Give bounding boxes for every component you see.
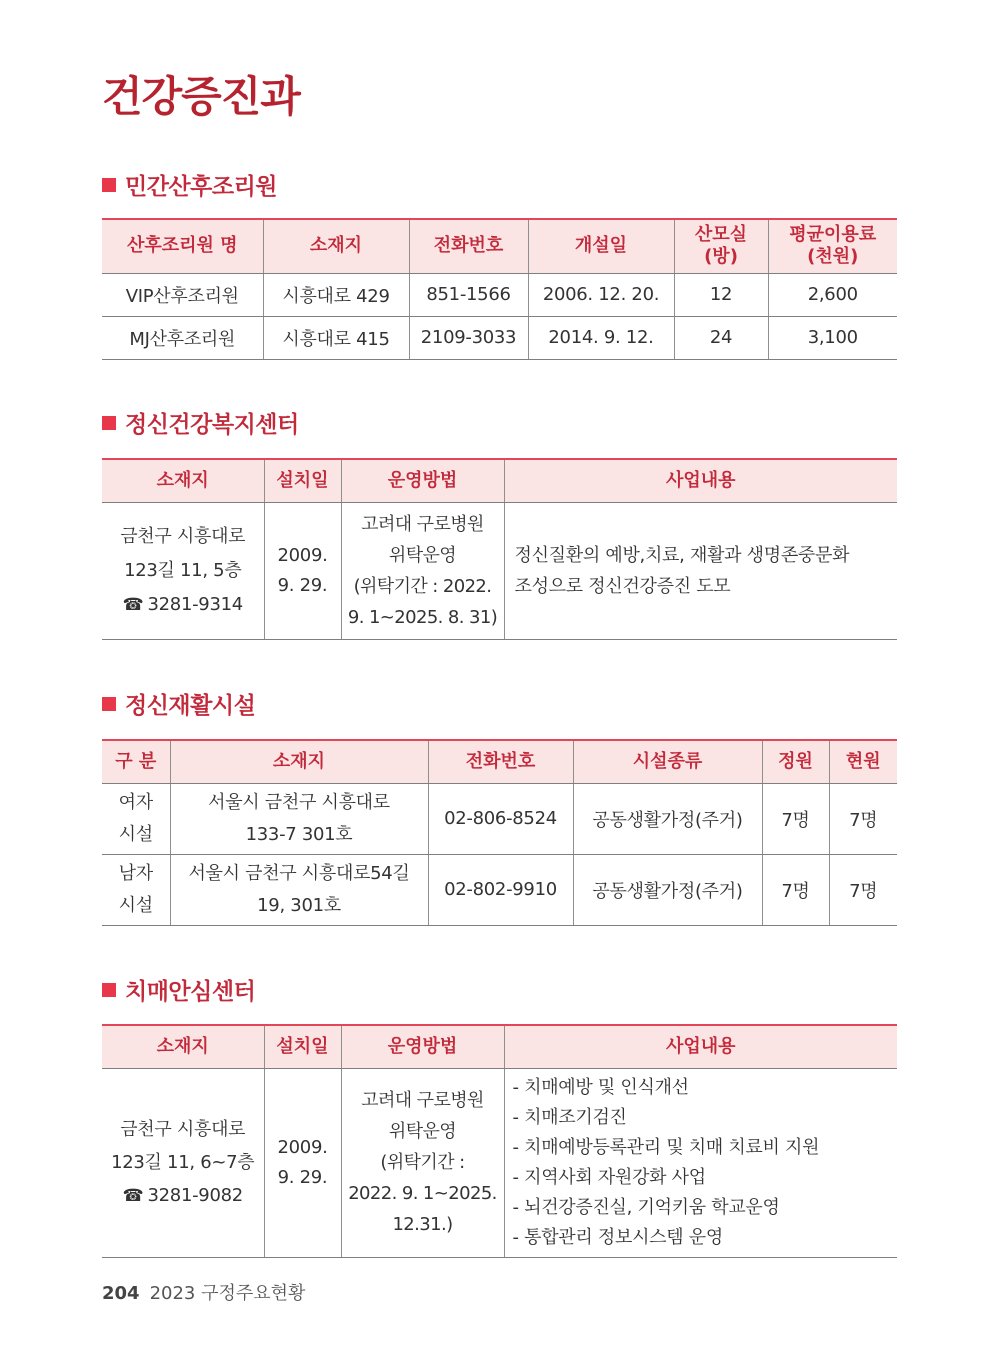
column-header: 시설종류: [573, 740, 762, 783]
table-header-row: [102, 1025, 897, 1068]
list-item: - 통합관리 정보시스템 운영: [512, 1226, 723, 1248]
location-cell: [102, 1068, 264, 1257]
table-header-row: [102, 740, 897, 783]
telephone-icon: ☎: [122, 1185, 144, 1206]
type-line: 시설: [118, 823, 153, 845]
table-cell: VIP산후조리원: [102, 273, 263, 316]
section-heading-dementia: [102, 973, 255, 1006]
established-line: 9. 29.: [277, 574, 328, 596]
method-cell: [341, 1068, 504, 1257]
method-line: (위탁기간 :: [380, 1152, 465, 1173]
column-header: 산후조리원 명: [102, 219, 263, 273]
established-line: 9. 29.: [277, 1166, 328, 1188]
method-line: 고려대 구로병원: [361, 1090, 484, 1111]
method-line: 고려대 구로병원: [361, 513, 484, 535]
column-header: 전화번호: [409, 219, 528, 273]
table-cell: 공동생활가정(주거): [573, 854, 762, 925]
list-item: - 치매조기검진: [512, 1106, 627, 1128]
content-line: 조성으로 정신건강증진 도모: [514, 575, 731, 597]
content-line: 정신질환의 예방,치료, 재활과 생명존중문화: [514, 544, 850, 566]
type-cell: [102, 783, 170, 854]
page-footer: [102, 1279, 305, 1305]
section-heading-label: 치매안심센터: [125, 979, 256, 1005]
table-cell: 851-1566: [409, 273, 528, 316]
column-header: 소재지: [102, 1025, 264, 1068]
location-line: 서울시 금천구 시흥대로: [208, 791, 390, 813]
table-header-row: [102, 219, 897, 273]
content-cell: [504, 502, 897, 639]
phone-line: [102, 588, 264, 622]
column-header: 평균이용료 (천원): [768, 219, 897, 273]
business-list: [505, 1073, 898, 1253]
list-item: - 치매예방등록관리 및 치매 치료비 지원: [512, 1136, 820, 1158]
table-cell: 공동생활가정(주거): [573, 783, 762, 854]
table-header-row: [102, 459, 897, 502]
column-header: 사업내용: [504, 1025, 897, 1068]
table-cell: 2109-3033: [409, 316, 528, 359]
table-cell: 12: [674, 273, 768, 316]
column-header: 소재지: [102, 459, 264, 502]
table-cell: 시흥대로 415: [263, 316, 409, 359]
section-heading-rehab: [102, 687, 255, 720]
location-cell: [170, 783, 428, 854]
location-cell: [102, 502, 264, 639]
location-line: 123길 11, 6~7층: [111, 1151, 255, 1173]
table-cell: 2006. 12. 20.: [528, 273, 674, 316]
column-header: 사업내용: [504, 459, 897, 502]
phone-number: 3281-9082: [147, 1184, 243, 1206]
dementia-table: [102, 1024, 897, 1258]
bullet-square-icon: [102, 178, 116, 192]
section-heading-label: 정신재활시설: [125, 693, 256, 719]
column-header: 운영방법: [341, 1025, 504, 1068]
location-cell: [170, 854, 428, 925]
column-header: 정원: [762, 740, 829, 783]
rehab-table: [102, 739, 897, 926]
section-heading-mental-health: [102, 406, 299, 439]
established-cell: [264, 502, 341, 639]
column-header: 운영방법: [341, 459, 504, 502]
table-cell: 7명: [829, 854, 897, 925]
type-line: 남자: [118, 862, 153, 884]
location-line: 금천구 시흥대로: [120, 525, 246, 547]
table-cell: MJ산후조리원: [102, 316, 263, 359]
column-header: 설치일: [264, 1025, 341, 1068]
bullet-square-icon: [102, 416, 116, 430]
type-line: 여자: [118, 791, 153, 813]
table-cell: 7명: [762, 854, 829, 925]
column-header: 설치일: [264, 459, 341, 502]
list-item: - 치매예방 및 인식개선: [512, 1076, 689, 1098]
location-line: 서울시 금천구 시흥대로54길: [188, 862, 410, 884]
footer-text: 2023 구정주요현황: [149, 1283, 306, 1304]
phone-number: 3281-9314: [147, 593, 243, 615]
method-line: 2022. 9. 1~2025.: [348, 1183, 497, 1204]
location-line: 금천구 시흥대로: [120, 1118, 246, 1140]
column-header: 개설일: [528, 219, 674, 273]
table-cell: 7명: [762, 783, 829, 854]
table-row: [102, 316, 897, 359]
method-line: 위탁운영: [388, 1121, 457, 1142]
table-cell: 3,100: [768, 316, 897, 359]
table-cell: 7명: [829, 783, 897, 854]
column-header: 산모실 (방): [674, 219, 768, 273]
table-row: [102, 783, 897, 854]
section-heading-label: 민간산후조리원: [125, 174, 278, 200]
mental-health-table: [102, 458, 897, 640]
column-header: 소재지: [263, 219, 409, 273]
established-line: 2009.: [277, 1136, 328, 1158]
column-header: 전화번호: [428, 740, 573, 783]
method-line: 12.31.): [392, 1214, 453, 1235]
table-row: [102, 502, 897, 639]
phone-line: [102, 1179, 264, 1213]
method-line: (위탁기간 : 2022.: [353, 575, 492, 597]
table-cell: 02-802-9910: [428, 854, 573, 925]
section-heading-label: 정신건강복지센터: [125, 412, 299, 438]
table-row: [102, 854, 897, 925]
table-cell: 02-806-8524: [428, 783, 573, 854]
established-line: 2009.: [277, 544, 328, 566]
method-line: 9. 1~2025. 8. 31): [347, 606, 498, 628]
section-heading-postnatal: [102, 168, 277, 201]
table-row: [102, 273, 897, 316]
list-item: - 지역사회 자원강화 사업: [512, 1166, 706, 1188]
table-cell: 24: [674, 316, 768, 359]
method-line: 위탁운영: [388, 544, 457, 566]
page-title: 건강증진과: [102, 72, 300, 121]
column-header: 소재지: [170, 740, 428, 783]
method-cell: [341, 502, 504, 639]
bullet-square-icon: [102, 983, 116, 997]
column-header: 구 분: [102, 740, 170, 783]
table-row: [102, 1068, 897, 1257]
column-header: 현원: [829, 740, 897, 783]
location-line: 19, 301호: [257, 894, 341, 916]
bullet-square-icon: [102, 697, 116, 711]
telephone-icon: ☎: [122, 594, 144, 615]
table-cell: 2,600: [768, 273, 897, 316]
location-line: 133-7 301호: [245, 823, 353, 845]
list-item: - 뇌건강증진실, 기억키움 학교운영: [512, 1196, 780, 1218]
location-line: 123길 11, 5층: [124, 559, 242, 581]
page-number: 204: [102, 1283, 140, 1304]
table-cell: 2014. 9. 12.: [528, 316, 674, 359]
postnatal-table: [102, 218, 897, 360]
table-cell: 시흥대로 429: [263, 273, 409, 316]
established-cell: [264, 1068, 341, 1257]
type-cell: [102, 854, 170, 925]
content-cell: [504, 1068, 897, 1257]
type-line: 시설: [118, 894, 153, 916]
